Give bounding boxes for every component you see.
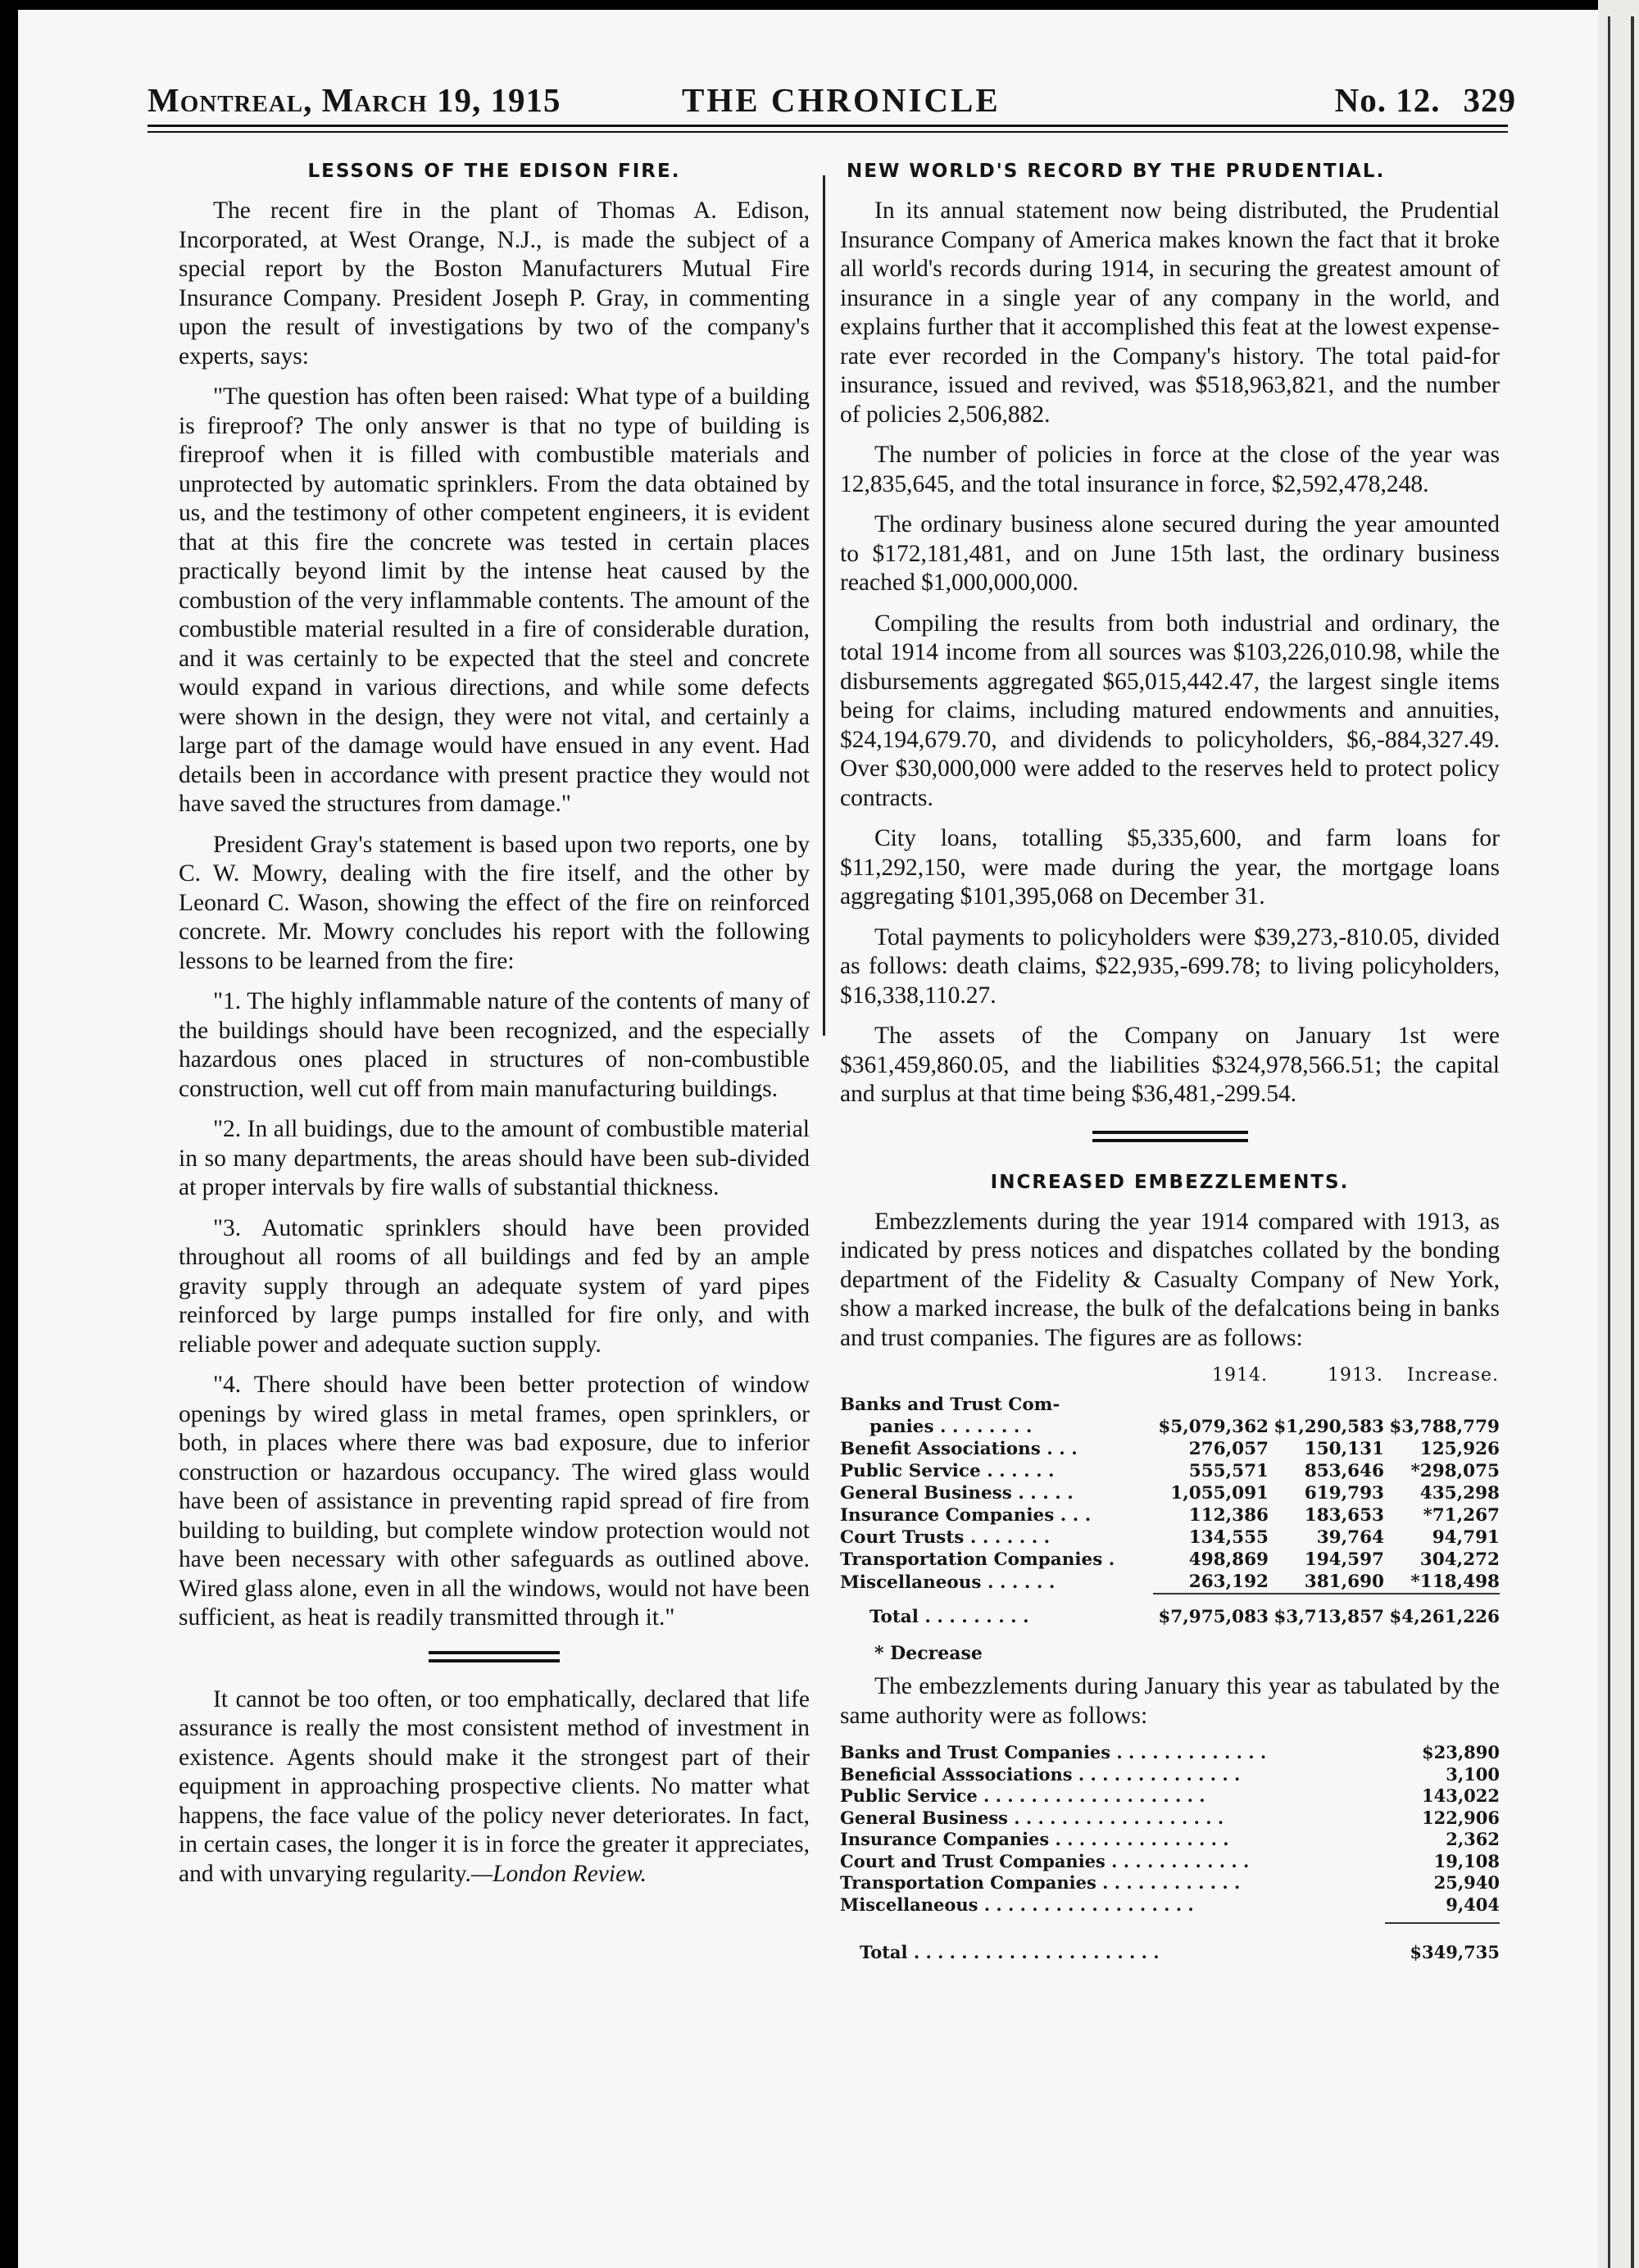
cell-1914: 498,869: [1188, 1549, 1269, 1570]
table-row: [840, 1785, 1500, 1808]
edison-lesson-4: "4. There should have been better protection of window openings by wired glass in metal frames, open sprinklers, or both, in places where there was bad exposure, due to inferior construction or hazardous occupancy. The wired glass would have been of assistance in preventing rapid spread of fire from building to building, but complete window protection would not have been necessary with other safeguards as outlined above. Wired glass alone, even in all the windows, would not have been sufficient, as heat is readily transmitted through it.": [179, 1372, 810, 1631]
table-total-row: [840, 1606, 1500, 1628]
total-value: $349,735: [1410, 1942, 1500, 1962]
total-1913: $3,713,857: [1274, 1607, 1384, 1627]
review-paragraph: [179, 1685, 810, 1889]
prudential-paragraph: Compiling the results from both industrial and ordinary, the total 1914 income from all sources was $103,226,010.98, while the disbursements aggregated $65,015,442.47, the largest single items being for claims, including matured endowments and annuities, $24,194,679.70, and dividends to policyholders, $6,-884,327.49. Over $30,000,000 were added to the reserves held to protect policy contracts.: [840, 610, 1500, 811]
header-issue: [1335, 80, 1516, 120]
header-issue-number: No. 12.: [1334, 81, 1441, 119]
header-journal-title: THE CHRONICLE: [682, 81, 1001, 119]
cell-1914: 555,571: [1188, 1461, 1269, 1481]
row-label: Transportation Companies .: [840, 1549, 1115, 1570]
table-row: [840, 1829, 1500, 1851]
row-label: Banks and Trust Com-: [840, 1395, 1060, 1415]
edison-lesson-1: "1. The highly inflammable nature of the contents of many of the buildings should have been recognized, and the especially hazardous ones placed in structures of non-combustible construction, well cut off from main manufacturing buildings.: [179, 988, 810, 1102]
row-label: Insurance Companies . . . . . . . . . . . . . . .: [840, 1829, 1229, 1849]
cell-1913: 183,653: [1304, 1505, 1384, 1526]
prudential-paragraph: City loans, totalling $5,335,600, and farm loans for $11,292,150, were made during the year, the mortgage loans aggregating $101,395,068 on December 31.: [840, 825, 1500, 909]
scan-top-border: [18, 0, 1598, 10]
newspaper-page: [18, 0, 1598, 2268]
embezzlements-january-table: [840, 1742, 1500, 1964]
row-value: $23,890: [1422, 1742, 1500, 1762]
review-text: It cannot be too often, or too emphatically, declared that life assurance is really the most consistent method of investment in existence. Agents should make it the strongest part of their equipment in approaching prospective clients. No matter what happens, the face value of the policy never deteriorates. In fact, in certain cases, the longer it is in force the greater it appreciates, and with unvarying regularity.: [179, 1685, 810, 1887]
table-header-label: [840, 1364, 1153, 1394]
cell-1913: 853,646: [1304, 1461, 1384, 1481]
edison-paragraph: "The question has often been raised: What type of a building is fireproof? The only answer is that no type of building is fireproof when it is filled with combustible materials and unprotected by automatic sprinklers. From the data obtained by us, and the testimony of other competent engineers, it is evident that at this fire the concrete was tested in certain places practically beyond limit by the intense heat caused by the combustion of the very inflammable contents. The amount of the combustible material resulted in a fire of considerable duration, and it was certainly to be expected that the steel and concrete would expand in various directions, and while some defects were shown in the design, they were not vital, and certainly a large part of the damage would have ensued in any event. Had details been in accordance with present practice they would not have saved the structures from damage.": [179, 383, 810, 817]
row-label: Miscellaneous . . . . . . . . . . . . . . . . . .: [840, 1894, 1194, 1915]
total-increase: $4,261,226: [1389, 1607, 1500, 1627]
total-label: Total . . . . . . . . . . . . . . . . . . . . .: [860, 1941, 1160, 1962]
table-row: [840, 1894, 1500, 1916]
embezzlements-annual-table: [840, 1364, 1500, 1628]
table-row: [840, 1764, 1500, 1786]
table-header-row: [840, 1364, 1500, 1394]
table-row: [840, 1526, 1500, 1549]
table-row: [840, 1549, 1500, 1571]
row-value: 122,906: [1422, 1807, 1500, 1828]
cell-increase: 94,791: [1432, 1527, 1500, 1548]
cell-1913: 150,131: [1304, 1439, 1384, 1459]
row-label: Court and Trust Companies . . . . . . . . . . . .: [840, 1850, 1250, 1871]
row-label: Insurance Companies . . .: [840, 1505, 1092, 1526]
row-label: Public Service . . . . . .: [840, 1461, 1055, 1481]
edison-lesson-3: "3. Automatic sprinklers should have been provided throughout all rooms of all buildings and fed by an ample gravity supply through an adequate system of yard pipes reinforced by large pumps installed for fire only, and with reliable power and adequate suction supply.: [179, 1214, 810, 1358]
edison-paragraph: President Gray's statement is based upon two reports, one by C. W. Mowry, dealing with the fire itself, and the other by Leonard C. Wason, showing the effect of the fire on reinforced concrete. Mr. Mowry concludes his report with the following lessons to be learned from the fire:: [179, 831, 810, 974]
row-value: 19,108: [1433, 1850, 1500, 1871]
cell-1913: 381,690: [1304, 1572, 1384, 1592]
table-row: [840, 1504, 1500, 1526]
cell-1914: 1,055,091: [1170, 1483, 1269, 1504]
cell-1914: 112,386: [1188, 1505, 1269, 1526]
table-row: [840, 1851, 1500, 1873]
cell-increase: *298,075: [1410, 1461, 1500, 1481]
table-row: [840, 1438, 1500, 1460]
row-value: 143,022: [1422, 1785, 1500, 1806]
row-value: 2,362: [1446, 1829, 1500, 1849]
cell-1913: 39,764: [1316, 1527, 1384, 1548]
cell-increase: $3,788,779: [1389, 1417, 1500, 1437]
embezzlements-heading: INCREASED EMBEZZLEMENTS.: [990, 1171, 1350, 1193]
running-header: [131, 75, 1516, 121]
row-label: Public Service . . . . . . . . . . . . . . . . . . .: [840, 1785, 1205, 1806]
prudential-paragraph: In its annual statement now being distributed, the Prudential Insurance Company of America makes known the fact that it broke all world's records during 1914, in securing the greatest amount of insurance in a single year of any company in the world, and explains further that it accomplished this feat at the lowest expense-rate ever recorded in the Company's history. The total paid-for insurance, issued and revived, was $518,963,821, and the number of policies 2,506,882.: [840, 197, 1500, 428]
table-row: [840, 1872, 1500, 1894]
table-row: [840, 1394, 1500, 1416]
cell-1913: $1,290,583: [1274, 1417, 1384, 1437]
table-total-row: [840, 1923, 1500, 1964]
prudential-paragraph: The assets of the Company on January 1st were $361,459,860.05, and the liabilities $324,978,566.51; the capital and surplus at that time being $36,481,-299.54.: [840, 1023, 1500, 1107]
table-row: [840, 1416, 1500, 1438]
right-column: [840, 161, 1500, 1964]
table-row: [840, 1482, 1500, 1504]
row-label: Court Trusts . . . . . . .: [840, 1527, 1051, 1548]
january-intro: The embezzlements during January this year as tabulated by the same authority were as follows:: [840, 1673, 1500, 1729]
review-source: —London Review.: [470, 1860, 647, 1887]
total-1914: $7,975,083: [1158, 1607, 1269, 1627]
prudential-paragraph: Total payments to policyholders were $39,273,-810.05, divided as follows: death claims, $22,935,-699.78; to living policyholders, $16,338,110.27.: [840, 923, 1500, 1009]
cell-1914: $5,079,362: [1158, 1417, 1269, 1437]
section-divider: [1092, 1131, 1248, 1142]
row-label: panies . . . . . . . .: [869, 1417, 1033, 1437]
scan-right-margin: [1598, 0, 1639, 2268]
table-row: [840, 1742, 1500, 1764]
cell-increase: *71,267: [1423, 1505, 1500, 1526]
total-label: Total . . . . . . . . .: [869, 1607, 1029, 1627]
row-label: General Business . . . . . . . . . . . . . . . . . .: [840, 1807, 1224, 1828]
row-label: Transportation Companies . . . . . . . . . . . .: [840, 1872, 1241, 1893]
binding-line: [1608, 16, 1610, 2268]
cell-increase: *118,498: [1410, 1572, 1500, 1592]
table-header-1913: 1913.: [1328, 1365, 1383, 1386]
edison-lesson-2: "2. In all buidings, due to the amount of combustible material in so many departments, the areas should have been sub-divided at proper intervals by fire walls of substantial thickness.: [179, 1116, 810, 1200]
table-row: [840, 1460, 1500, 1482]
row-value: 3,100: [1446, 1763, 1500, 1785]
prudential-heading: NEW WORLD'S RECORD BY THE PRUDENTIAL.: [847, 161, 1386, 182]
cell-increase: 125,926: [1419, 1439, 1500, 1459]
table-rule-row: [840, 1594, 1500, 1606]
row-label: General Business . . . . .: [840, 1483, 1074, 1504]
row-value: 9,404: [1446, 1894, 1500, 1915]
header-rule-bottom: [148, 131, 1508, 133]
prudential-paragraph: The ordinary business alone secured during the year amounted to $172,181,481, and on June 15th last, the ordinary business reached $1,000,000,000.: [840, 511, 1500, 596]
cell-1914: 134,555: [1188, 1527, 1269, 1548]
table-header-1914: 1914.: [1212, 1365, 1268, 1386]
cell-1914: 263,192: [1188, 1572, 1269, 1592]
edison-paragraph: The recent fire in the plant of Thomas A. Edison, Incorporated, at West Orange, N.J., is made the subject of a special report by the Boston Manufacturers Mutual Fire Insurance Company. President Joseph P. Gray, in commenting upon the result of investigations by two of the company's experts, says:: [179, 197, 810, 370]
cell-increase: 435,298: [1419, 1483, 1500, 1504]
table-row: [840, 1808, 1500, 1830]
binding-line: [1631, 16, 1634, 2268]
row-label: Beneficial Asssociations . . . . . . . . . . . . . .: [840, 1763, 1241, 1785]
cell-1913: 194,597: [1304, 1549, 1384, 1570]
cell-increase: 304,272: [1419, 1549, 1500, 1570]
cell-1914: 276,057: [1188, 1439, 1269, 1459]
header-place-date: Montreal, March 19, 1915: [148, 81, 561, 119]
table-rule-row: [840, 1916, 1500, 1923]
row-value: 25,940: [1433, 1872, 1500, 1893]
row-label: Miscellaneous . . . . . .: [840, 1572, 1056, 1593]
embezzlements-intro: Embezzlements during the year 1914 compared with 1913, as indicated by press notices and dispatches collated by the bonding department of the Fidelity & Casualty Company of New York, show a marked increase, the bulk of the defalcations being in banks and trust companies. The figures are as follows:: [840, 1208, 1500, 1351]
section-divider: [429, 1651, 560, 1662]
cell-1913: 619,793: [1304, 1483, 1384, 1504]
decrease-footnote: * Decrease: [874, 1643, 983, 1664]
column-divider: [823, 175, 825, 1036]
edison-heading: LESSONS OF THE EDISON FIRE.: [307, 161, 681, 182]
row-label: Banks and Trust Companies . . . . . . . . . . . . .: [840, 1742, 1267, 1762]
row-label: Benefit Associations . . .: [840, 1439, 1078, 1459]
table-header-increase: Increase.: [1406, 1365, 1499, 1386]
header-page-number: 329: [1463, 81, 1516, 119]
header-rule-top: [148, 125, 1508, 127]
prudential-paragraph: The number of policies in force at the close of the year was 12,835,645, and the total insurance in force, $2,592,478,248.: [840, 442, 1500, 497]
table-row: [840, 1571, 1500, 1594]
left-column: [179, 161, 810, 1900]
